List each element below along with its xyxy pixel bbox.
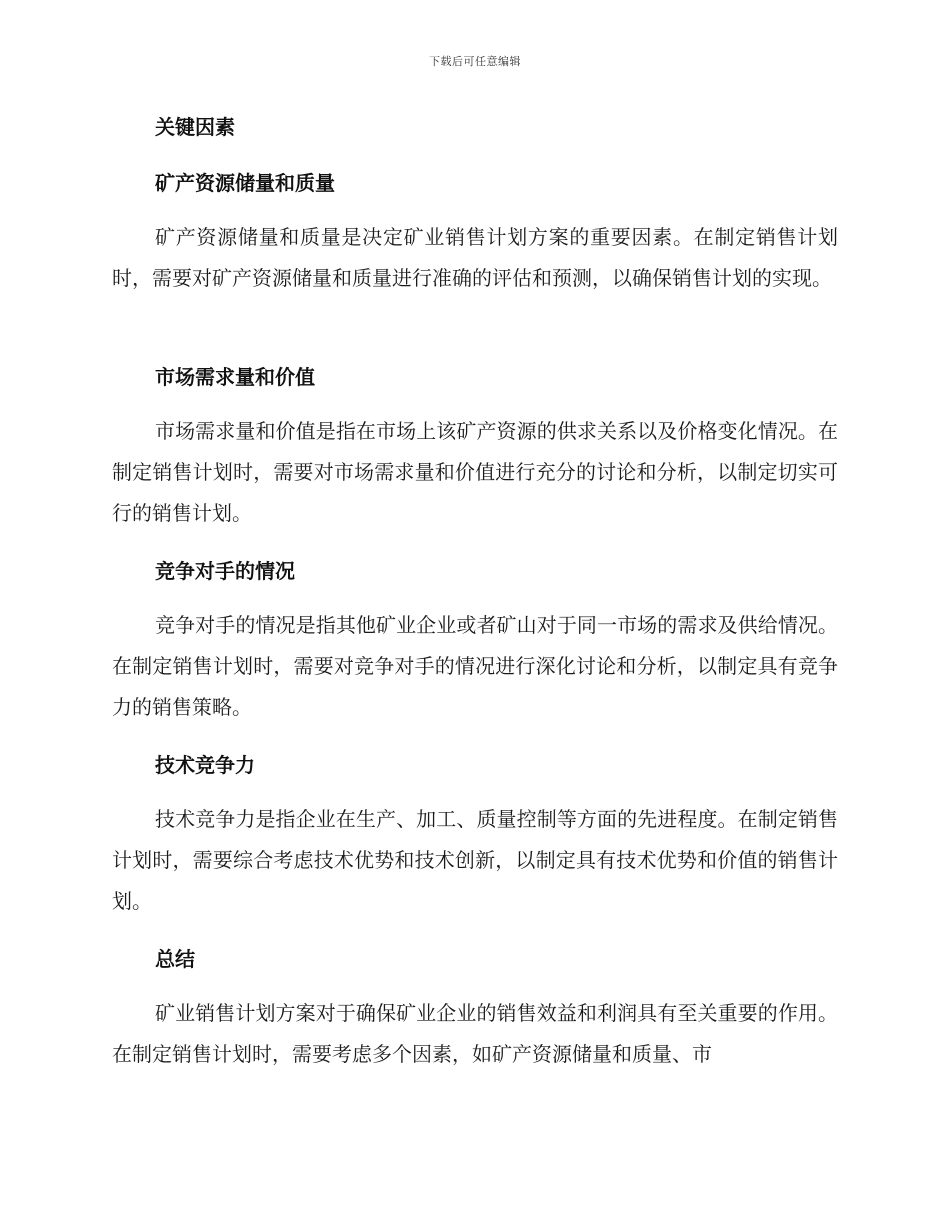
heading-market: 市场需求量和价值 <box>155 365 315 389</box>
paragraph-technology: 技术竞争力是指企业在生产、加工、质量控制等方面的先进程度。在制定销售计划时，需要综合考虑技术优势和技术创新，以制定具有技术优势和价值的销售计划。 <box>112 807 838 913</box>
heading-key-factors: 关键因素 <box>155 115 235 139</box>
heading-reserves: 矿产资源储量和质量 <box>155 171 335 195</box>
heading-competitors: 竞争对手的情况 <box>155 559 295 583</box>
heading-technology: 技术竞争力 <box>155 753 255 777</box>
header-note: 下载后可任意编辑 <box>429 55 521 68</box>
paragraph-competitors: 竞争对手的情况是指其他矿业企业或者矿山对于同一市场的需求及供给情况。在制定销售计划时，需要对竞争对手的情况进行深化讨论和分析，以制定具有竞争力的销售策略。 <box>112 613 838 719</box>
heading-summary: 总结 <box>155 947 195 971</box>
paragraph-market: 市场需求量和价值是指在市场上该矿产资源的供求关系以及价格变化情况。在制定销售计划时，需要对市场需求量和价值进行充分的讨论和分析，以制定切实可行的销售计划。 <box>112 419 838 525</box>
paragraph-summary: 矿业销售计划方案对于确保矿业企业的销售效益和利润具有至关重要的作用。在制定销售计划时，需要考虑多个因素，如矿产资源储量和质量、市 <box>112 1001 838 1066</box>
paragraph-reserves: 矿产资源储量和质量是决定矿业销售计划方案的重要因素。在制定销售计划时，需要对矿产资源储量和质量进行准确的评估和预测，以确保销售计划的实现。 <box>112 225 838 290</box>
